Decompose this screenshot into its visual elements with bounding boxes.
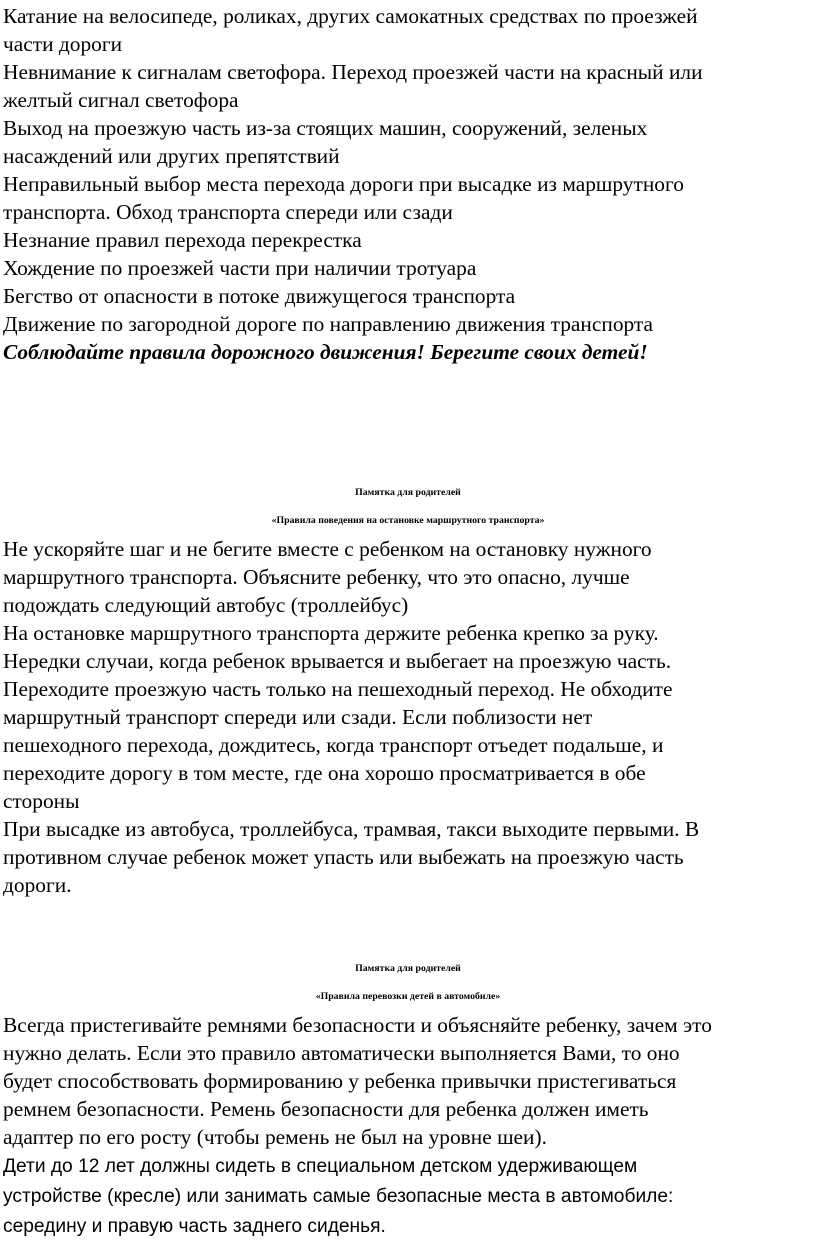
intro-line: желтый сигнал светофора: [3, 88, 239, 112]
memo-bus-line: противном случае ребенок может упасть или выбежать на проезжую часть: [3, 845, 684, 869]
intro-line: Незнание правил перехода перекрестка: [3, 228, 362, 252]
memo-bus-line: Не ускоряйте шаг и не бегите вместе с ребенком на остановку нужного: [3, 537, 652, 561]
memo-bus-line: маршрутный транспорт спереди или сзади. Если поблизости нет: [3, 705, 593, 729]
memo-bus-line: При высадке из автобуса, троллейбуса, трамвая, такси выходите первыми. В: [3, 817, 700, 841]
memo-bus-title: Памятка для родителей: [355, 487, 461, 498]
memo-car-line-sans: Дети до 12 лет должны сидеть в специальном детском удерживающем: [3, 1156, 638, 1177]
intro-line: Катание на велосипеде, роликах, других самокатных средствах по проезжей: [3, 4, 698, 28]
intro-line: Движение по загородной дороге по направлению движения транспорта: [3, 312, 654, 336]
memo-car-line-sans: устройстве (кресле) или занимать самые безопасные места в автомобиле:: [3, 1186, 674, 1207]
intro-line: Выход на проезжую часть из-за стоящих машин, сооружений, зеленых: [3, 116, 648, 140]
memo-car-line: нужно делать. Если это правило автоматически выполняется Вами, то оно: [3, 1041, 680, 1065]
memo-bus-line: подождать следующий автобус (троллейбус): [3, 593, 409, 617]
memo-bus-line: пешеходного перехода, дождитесь, когда транспорт отъедет подальше, и: [3, 733, 664, 757]
intro-line: Неправильный выбор места перехода дороги при высадке из маршрутного: [3, 172, 684, 196]
memo-car-line: будет способствовать формированию у ребенка привычки пристегиваться: [3, 1069, 677, 1093]
intro-line: насаждений или других препятствий: [3, 144, 340, 168]
intro-line: Хождение по проезжей части при наличии тротуара: [3, 256, 477, 280]
memo-car-title: Памятка для родителей: [355, 963, 461, 974]
memo-car-line: ремнем безопасности. Ремень безопасности для ребенка должен иметь: [3, 1097, 649, 1121]
memo-car-subtitle: «Правила перевозки детей в автомобиле»: [315, 991, 501, 1002]
intro-line: Невнимание к сигналам светофора. Переход проезжей части на красный или: [3, 60, 703, 84]
memo-bus-line: стороны: [3, 789, 80, 813]
memo-bus-line: переходите дорогу в том месте, где она хорошо просматривается в обе: [3, 761, 646, 785]
intro-line: части дороги: [3, 32, 123, 56]
memo-bus-line: Переходите проезжую часть только на пешеходный переход. Не обходите: [3, 677, 673, 701]
memo-car-line: Всегда пристегивайте ремнями безопасности и объясняйте ребенку, зачем это: [3, 1013, 712, 1037]
memo-bus-line: Нередки случаи, когда ребенок врывается и выбегает на проезжую часть.: [3, 649, 672, 673]
memo-car-line-sans: середину и правую часть заднего сиденья.: [3, 1216, 386, 1237]
memo-bus-subtitle: «Правила поведения на остановке маршрутного транспорта»: [271, 515, 545, 526]
memo-car-line: адаптер по его росту (чтобы ремень не был на уровне шеи).: [3, 1125, 547, 1149]
memo-bus-line: На остановке маршрутного транспорта держите ребенка крепко за руку.: [3, 621, 659, 645]
intro-line: транспорта. Обход транспорта спереди или сзади: [3, 200, 453, 224]
memo-bus-line: дороги.: [3, 873, 72, 897]
slogan: Соблюдайте правила дорожного движения! Берегите своих детей!: [3, 340, 648, 364]
intro-line: Бегство от опасности в потоке движущегося транспорта: [3, 284, 516, 308]
memo-bus-line: маршрутного транспорта. Объясните ребенку, что это опасно, лучше: [3, 565, 630, 589]
